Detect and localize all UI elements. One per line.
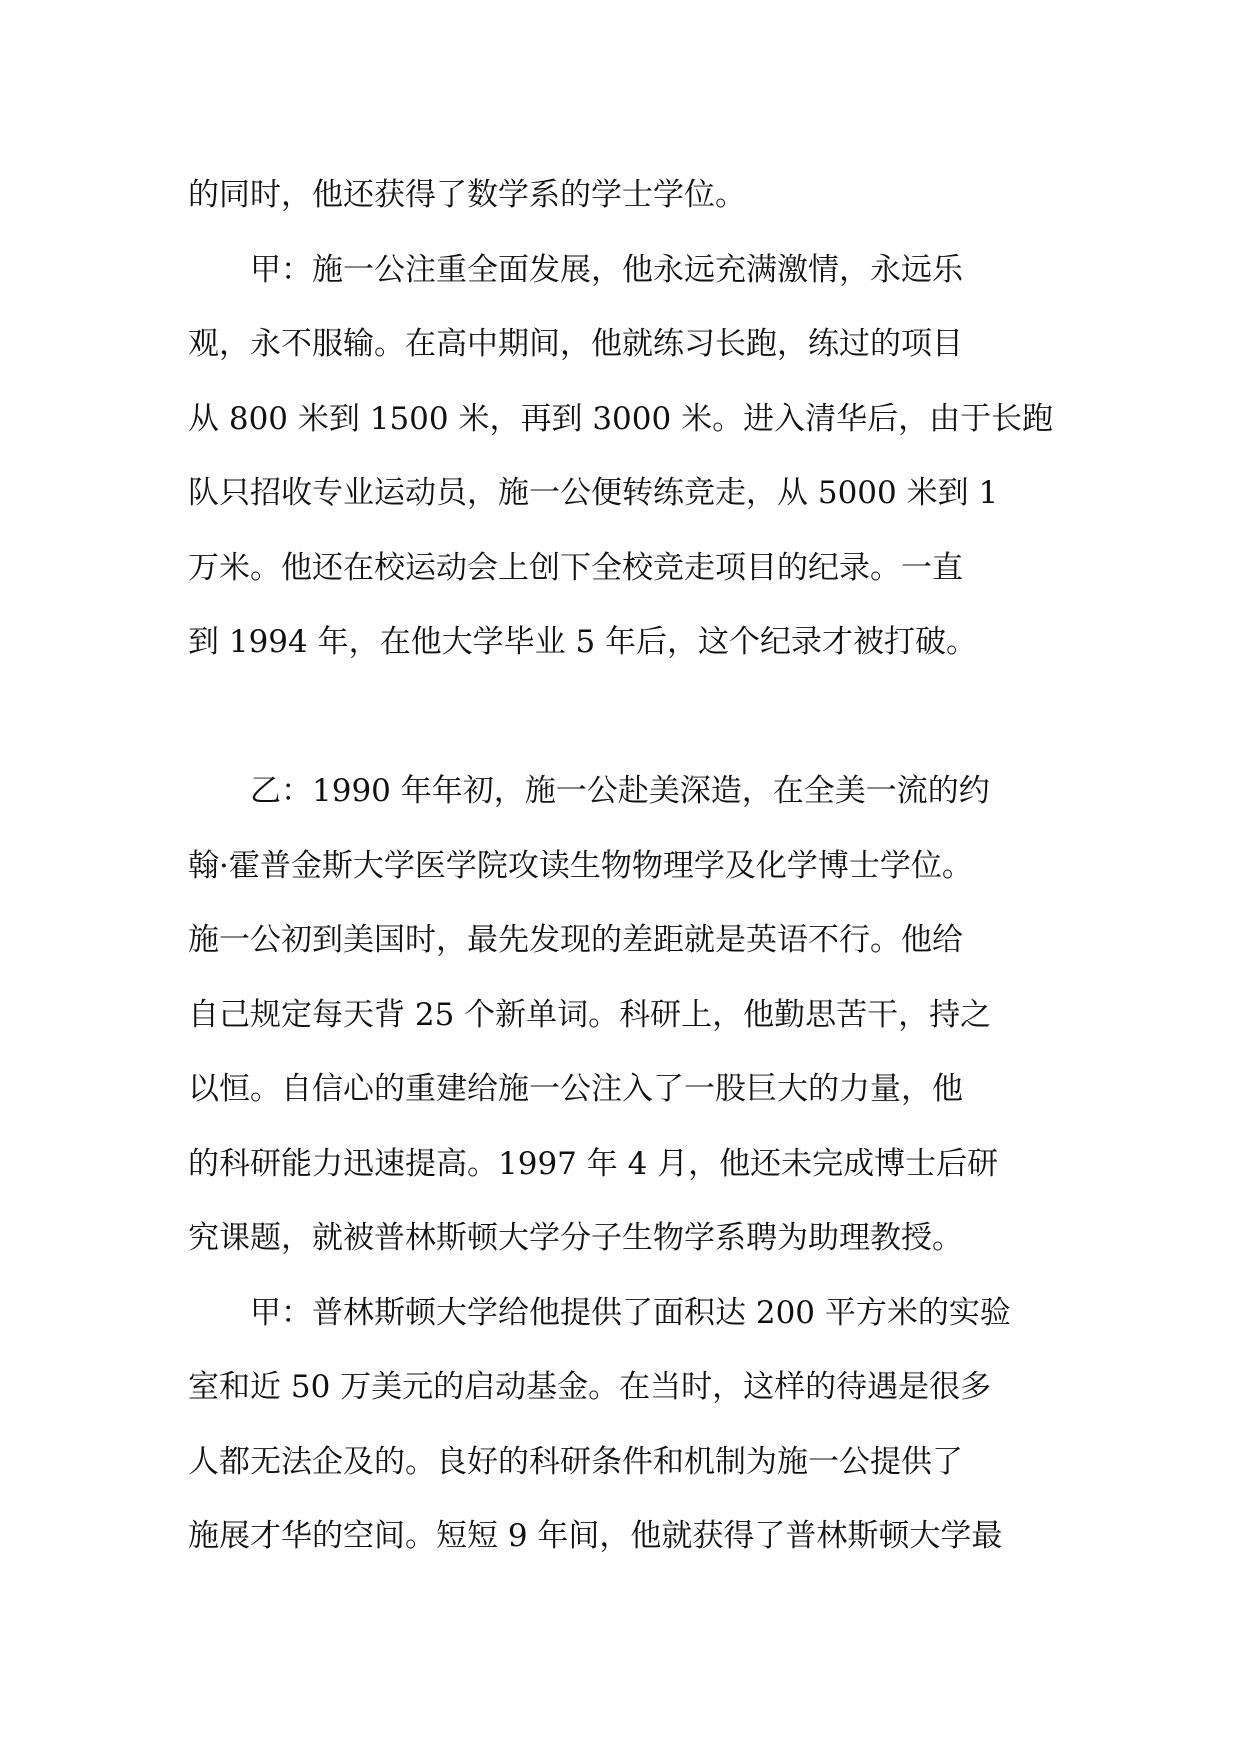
text-line: 以恒。自信心的重建给施一公注入了一股巨大的力量，他 [188, 1071, 963, 1107]
text-line: 甲：施一公注重全面发展，他永远充满激情，永远乐 [250, 251, 963, 288]
document-body [188, 158, 1060, 1574]
text-line: 施一公初到美国时，最先发现的差距就是英语不行。他给 [188, 922, 963, 958]
text-line: 的科研能力迅速提高。1997 年 4 月，他还未完成博士后研 [188, 1145, 999, 1182]
text-line: 万米。他还在校运动会上创下全校竞走项目的纪录。一直 [188, 549, 963, 586]
text-line: 乙：1990 年年初，施一公赴美深造，在全美一流的约 [250, 773, 990, 809]
paragraph-jia-princeton [188, 1276, 1060, 1574]
paragraph-yi-study-abroad [188, 754, 1060, 1276]
paragraph-spacer [188, 680, 1060, 755]
text-line: 甲：普林斯顿大学给他提供了面积达 200 平方米的实验 [250, 1294, 1011, 1331]
text-line: 室和近 50 万美元的启动基金。在当时，这样的待遇是很多 [188, 1369, 992, 1405]
text-line: 从 800 米到 1500 米，再到 3000 米。进入清华后，由于长跑 [188, 400, 1054, 437]
text-line: 施展才华的空间。短短 9 年间，他就获得了普林斯顿大学最 [188, 1518, 1003, 1554]
paragraph-jia-athletics [188, 233, 1060, 680]
text-line: 到 1994 年，在他大学毕业 5 年后，这个纪录才被打破。 [188, 624, 978, 660]
text-line: 队只招收专业运动员，施一公便转练竞走，从 5000 米到 1 [188, 475, 999, 511]
text-line: 自己规定每天背 25 个新单词。科研上，他勤思苦干，持之 [188, 996, 992, 1033]
text-line: 究课题，就被普林斯顿大学分子生物学系聘为助理教授。 [188, 1220, 963, 1256]
text-line: 的同时，他还获得了数学系的学士学位。 [188, 177, 746, 213]
paragraph-continuation [188, 158, 1060, 233]
text-line: 观，永不服输。在高中期间，他就练习长跑，练过的项目 [188, 326, 963, 362]
text-line: 人都无法企及的。良好的科研条件和机制为施一公提供了 [188, 1443, 963, 1480]
text-line: 翰·霍普金斯大学医学院攻读生物物理学及化学博士学位。 [188, 847, 973, 884]
